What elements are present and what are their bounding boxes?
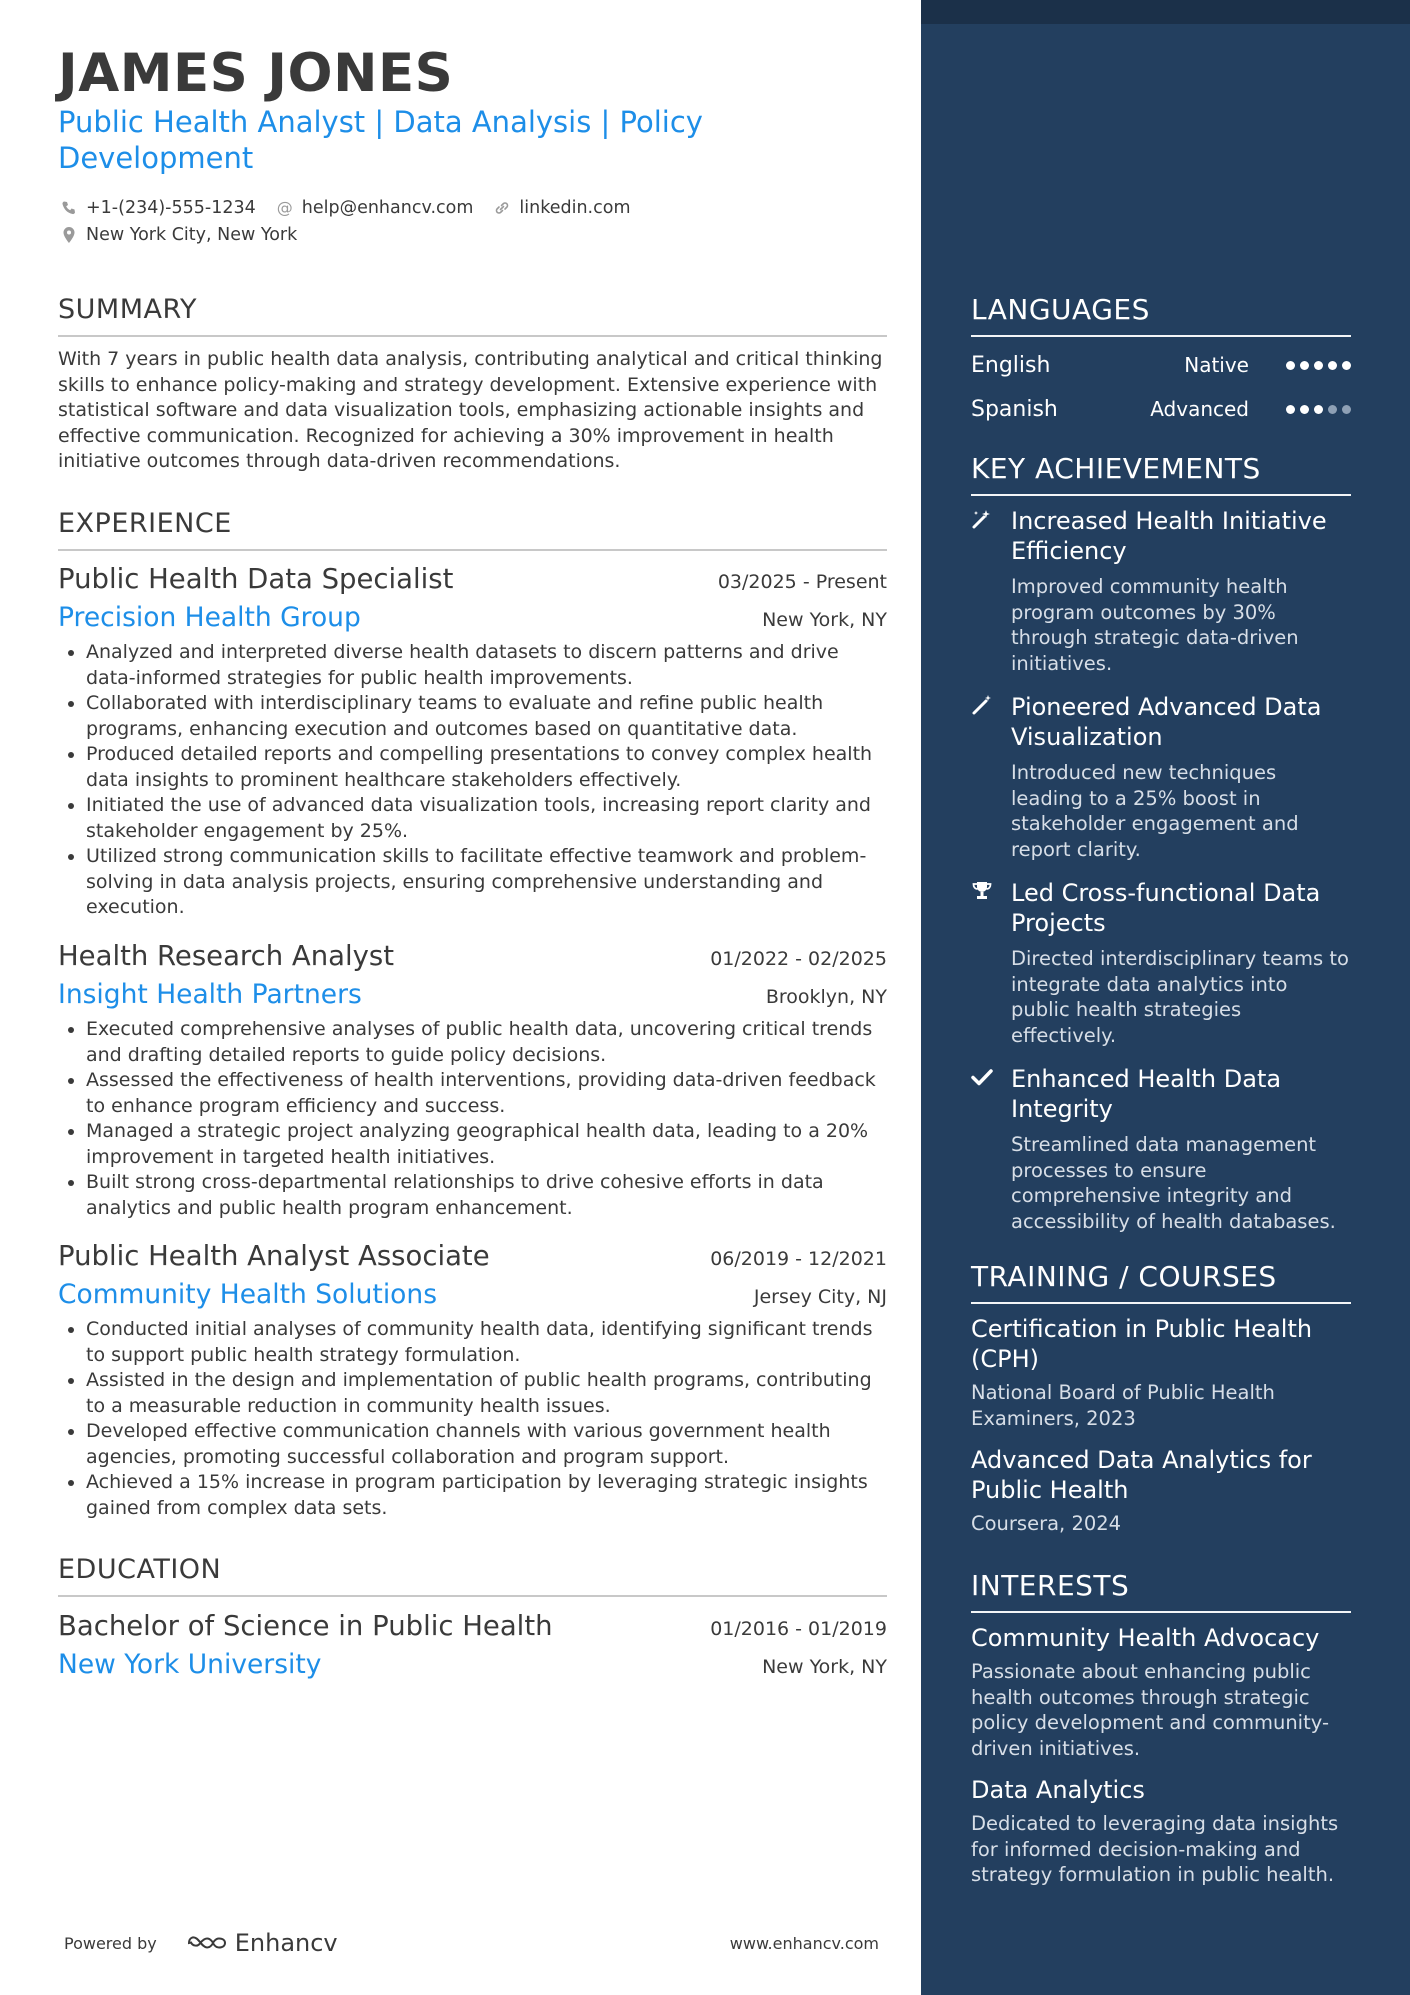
interest-desc: Dedicated to leveraging data insights for informed decision-making and strategy formulation in public health. (971, 1812, 1339, 1886)
section-divider (58, 335, 887, 337)
magic-wand-icon (971, 692, 1011, 862)
headline: Public Health Analyst | Data Analysis | Policy Development (58, 105, 703, 175)
education-section (58, 1553, 887, 1597)
brand-logo[interactable] (185, 1929, 338, 1957)
phone-icon (58, 197, 80, 219)
email-address[interactable]: help@enhancv.com (301, 197, 474, 218)
dot-filled (1286, 405, 1295, 414)
job-title: Public Health Data Specialist (58, 563, 454, 595)
job-header (58, 939, 887, 973)
job-company-row (58, 1279, 887, 1311)
section-divider (971, 1302, 1351, 1304)
job-bullet: • Assessed the effectiveness of health interventions, providing data-driven feedback to enhance program efficiency and success. (86, 1068, 887, 1119)
achievement-desc: Directed interdisciplinary teams to integrate data analytics into public health strategies effectively. (1011, 947, 1349, 1047)
website-link[interactable]: www.enhancv.com (729, 1933, 879, 1953)
phone-number[interactable]: +1-(234)-555-1234 (86, 197, 256, 218)
job-header (58, 1239, 887, 1273)
enhancv-logo-icon (185, 1931, 231, 1955)
job-bullet: • Produced detailed reports and compelling presentations to convey complex health data insights to prominent healthcare stakeholders effectively. (86, 742, 887, 793)
dot-filled (1300, 361, 1309, 370)
achievement-item (971, 692, 1351, 862)
dot-filled (1286, 361, 1295, 370)
courses-section (971, 1260, 1351, 1537)
location-text: New York City, New York (86, 224, 298, 245)
education-header (58, 1609, 887, 1643)
proficiency-dots (1281, 361, 1351, 370)
job-bullet: • Achieved a 15% increase in program participation by leveraging strategic insights gained from complex data sets. (86, 1470, 887, 1521)
job-bullet: • Analyzed and interpreted diverse health datasets to discern patterns and drive data-informed strategies for public health improvements. (86, 640, 887, 691)
job-entry (58, 1239, 887, 1521)
language-item (971, 343, 1351, 387)
dot-filled (1342, 361, 1351, 370)
job-entry (58, 939, 887, 1221)
check-icon (971, 1064, 1011, 1234)
language-level: Advanced (1150, 397, 1249, 421)
interest-item (971, 1623, 1351, 1761)
location-pin-icon (58, 224, 80, 246)
job-bullet: • Initiated the use of advanced data visualization tools, increasing report clarity and stakeholder engagement by 25%. (86, 793, 887, 844)
trophy-icon (971, 878, 1011, 1048)
section-divider (971, 1611, 1351, 1613)
section-divider (971, 335, 1351, 337)
job-company: Insight Health Partners (58, 979, 362, 1010)
candidate-name: JAMES JONES (58, 43, 454, 104)
interest-desc: Passionate about enhancing public health outcomes through strategic policy development and community-driven initiatives. (971, 1660, 1329, 1760)
job-company-row (58, 602, 887, 634)
email-contact (274, 197, 474, 219)
course-item (971, 1314, 1351, 1431)
degree: Bachelor of Science in Public Health (58, 1610, 553, 1642)
school-location: New York, NY (762, 1656, 887, 1678)
powered-by (64, 1929, 338, 1957)
sidebar-top-band (921, 0, 1410, 24)
summary-text: With 7 years in public health data analysis, contributing analytical and critical thinking skills to enhance policy-making and strategy development. Extensive experience with statistical software and data visualization tools, emphasizing actionable insights and effective communication. Recognized for achieving a 30% improvement in health initiative outcomes through data-driven recommendations. (58, 348, 883, 472)
linkedin-contact (491, 197, 630, 219)
link-icon (491, 197, 513, 219)
dot-filled (1314, 405, 1323, 414)
contact-row-2 (58, 221, 649, 248)
experience-section (58, 507, 887, 551)
dot-filled (1300, 405, 1309, 414)
achievement-title: Pioneered Advanced Data Visualization (1011, 693, 1322, 751)
summary-section (58, 293, 887, 475)
achievement-item (971, 506, 1351, 676)
education-title: EDUCATION (58, 1554, 222, 1585)
job-company: Community Health Solutions (58, 1279, 437, 1310)
courses-title: TRAINING / COURSES (971, 1260, 1277, 1293)
job-company: Precision Health Group (58, 602, 361, 633)
achievement-item (971, 1064, 1351, 1234)
job-date: 01/2022 - 02/2025 (710, 948, 887, 970)
language-name: English (971, 352, 1051, 378)
course-title: Advanced Data Analytics for Public Health (971, 1446, 1312, 1504)
languages-section (971, 293, 1351, 431)
contact-row-1 (58, 194, 649, 221)
languages-title: LANGUAGES (971, 293, 1150, 326)
job-bullets (58, 1317, 887, 1521)
education-date: 01/2016 - 01/2019 (710, 1618, 887, 1640)
summary-title: SUMMARY (58, 294, 197, 325)
job-entry (58, 562, 887, 921)
achievement-item (971, 878, 1351, 1048)
job-bullet: • Conducted initial analyses of community health data, identifying significant trends to support public health strategy formulation. (86, 1317, 887, 1368)
course-item (971, 1445, 1351, 1537)
language-item (971, 387, 1351, 431)
job-title: Health Research Analyst (58, 940, 395, 972)
powered-by-label: Powered by (64, 1933, 157, 1953)
course-title: Certification in Public Health (CPH) (971, 1315, 1313, 1373)
education-entry (58, 1609, 887, 1681)
job-bullet: • Collaborated with interdisciplinary teams to evaluate and refine public health programs, enhancing execution and outcomes based on quantitative data. (86, 691, 887, 742)
language-name: Spanish (971, 396, 1058, 422)
job-location: Jersey City, NJ (753, 1286, 887, 1308)
job-location: New York, NY (762, 609, 887, 631)
dot-empty (1328, 405, 1337, 414)
course-provider: National Board of Public Health Examiners, 2023 (971, 1381, 1275, 1430)
proficiency-dots (1281, 405, 1351, 414)
achievement-desc: Introduced new techniques leading to a 25% boost in stakeholder engagement and report clarity. (1011, 761, 1299, 861)
job-bullet: • Built strong cross-departmental relationships to drive cohesive efforts in data analytics and public health program enhancement. (86, 1170, 887, 1221)
achievement-title: Enhanced Health Data Integrity (1011, 1065, 1282, 1123)
section-divider (58, 549, 887, 551)
job-bullet: • Executed comprehensive analyses of public health data, uncovering critical trends and drafting detailed reports to guide policy decisions. (86, 1017, 887, 1068)
language-level: Native (1184, 353, 1249, 377)
achievement-desc: Improved community health program outcomes by 30% through strategic data-driven initiatives. (1011, 575, 1299, 675)
wand-icon (971, 506, 1011, 676)
job-bullets (58, 640, 887, 921)
interests-title: INTERESTS (971, 1569, 1130, 1602)
dot-filled (1328, 361, 1337, 370)
education-school-row (58, 1649, 887, 1681)
dot-filled (1314, 361, 1323, 370)
job-date: 06/2019 - 12/2021 (710, 1248, 887, 1270)
at-icon: @ (276, 198, 293, 217)
interests-section (971, 1569, 1351, 1888)
achievements-section (971, 452, 1351, 1234)
school-name: New York University (58, 1649, 322, 1680)
achievements-title: KEY ACHIEVEMENTS (971, 452, 1261, 485)
job-bullet: • Assisted in the design and implementation of public health programs, contributing to a measurable reduction in community health issues. (86, 1368, 887, 1419)
phone-contact (58, 197, 256, 219)
job-bullets (58, 1017, 887, 1221)
achievement-title: Increased Health Initiative Efficiency (1011, 507, 1327, 565)
job-company-row (58, 979, 887, 1011)
job-bullet: • Managed a strategic project analyzing geographical health data, leading to a 20% improvement in targeted health initiatives. (86, 1119, 887, 1170)
interest-title: Data Analytics (971, 1776, 1145, 1804)
job-bullet: • Utilized strong communication skills to facilitate effective teamwork and problem-solving in data analysis projects, ensuring comprehensive understanding and execution. (86, 844, 887, 921)
linkedin-link[interactable]: linkedin.com (519, 197, 631, 218)
interest-item (971, 1775, 1351, 1888)
achievement-title: Led Cross-functional Data Projects (1011, 879, 1321, 937)
experience-title: EXPERIENCE (58, 508, 232, 539)
course-provider: Coursera, 2024 (971, 1512, 1122, 1535)
footer (64, 1928, 879, 1958)
location-contact (58, 224, 297, 246)
sidebar (921, 0, 1410, 1995)
section-divider (971, 494, 1351, 496)
brand-name: Enhancv (234, 1929, 338, 1957)
dot-empty (1342, 405, 1351, 414)
achievement-desc: Streamlined data management processes to ensure comprehensive integrity and accessibility of health databases. (1011, 1133, 1336, 1233)
section-divider (58, 1595, 887, 1597)
interest-title: Community Health Advocacy (971, 1624, 1320, 1652)
job-location: Brooklyn, NY (765, 986, 887, 1008)
job-date: 03/2025 - Present (717, 571, 887, 593)
job-title: Public Health Analyst Associate (58, 1240, 490, 1272)
contact-info (58, 194, 649, 248)
job-bullet: • Developed effective communication channels with various government health agencies, promoting successful collaboration and program support. (86, 1419, 887, 1470)
job-header (58, 562, 887, 596)
